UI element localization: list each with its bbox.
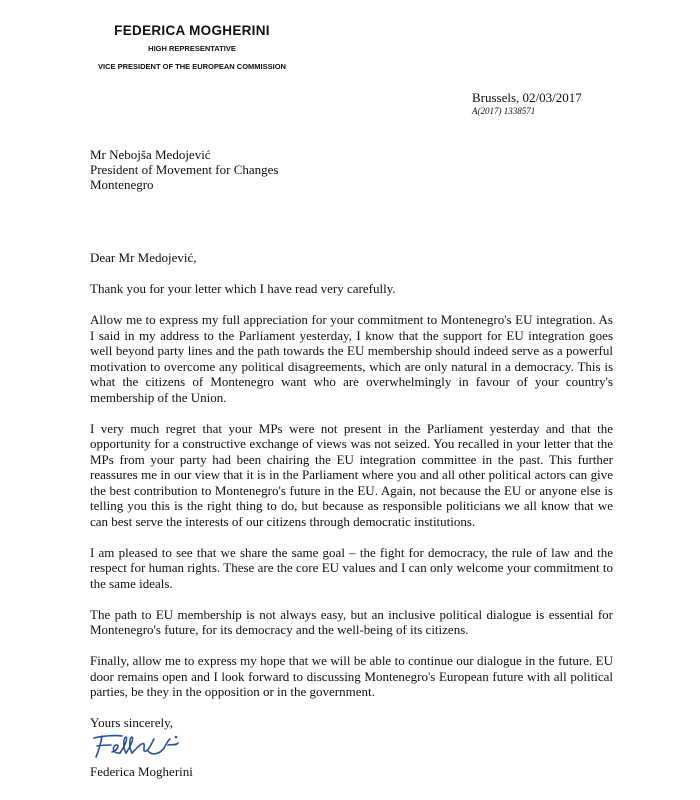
letter-body — [90, 250, 613, 746]
recipient-line1: Mr Nebojša Medojević — [90, 147, 211, 162]
recipient-line3: Montenegro — [90, 177, 154, 192]
closing: Yours sincerely, — [90, 715, 174, 730]
salutation: Dear Mr Medojević, — [90, 250, 197, 265]
recipient-line2: President of Movement for Changes — [90, 162, 279, 177]
paragraph-1: Thank you for your letter which I have read very carefully. — [90, 281, 396, 296]
sender-title-line1: HIGH REPRESENTATIVE — [148, 44, 236, 53]
letterhead — [92, 22, 292, 72]
paragraph-6: Finally, allow me to express my hope that we will be able to continue our dialogue in the future. EU door remains open and I look forward to discussing Montenegro's European future with all political parties, be they in the opposition or in the government. — [90, 653, 613, 699]
recipient-address — [90, 147, 278, 192]
paragraph-4: I am pleased to see that we share the same goal – the fight for democracy, the rule of law and the respect for human rights. These are the core EU values and I can only welcome your commitment to the same ideals. — [90, 544, 613, 591]
handwritten-signature — [88, 730, 228, 762]
paragraph-3: I very much regret that your MPs were not present in the Parliament yesterday and that the opportunity for a constructive exchange of views was not seized. You recalled in your letter that the MPs from your party had been chairing the EU integration committee in the past. This further reassures me in our view that it is in the Parliament where you and all other political actors can give the best contribution to Montenegro's future in the EU. Again, not because the EU or anyone else is telling you this is the right thing to do, but because as responsible politicians we all know that we can best serve the interests of our citizens through democratic institutions. — [90, 420, 613, 529]
place-date: Brussels, 02/03/2017 — [472, 90, 582, 105]
signer-name: Federica Mogherini — [90, 764, 193, 779]
reference-number: A(2017) 1338571 — [472, 106, 536, 116]
sender-title-line2: VICE PRESIDENT OF THE EUROPEAN COMMISSION — [98, 62, 286, 71]
paragraph-2: Allow me to express my full appreciation for your commitment to Montenegro's EU integration. As I said in my address to the Parliament yesterday, I know that the support for EU integration goes well beyond party lines and the path towards the EU membership should indeed serve as a powerful motivation to overcome any political disagreements, which are only natural in a democracy. This is what the citizens of Montenegro want who are overwhelmingly in favour of your country's membership of the Union. — [90, 312, 613, 405]
sender-name: FEDERICA MOGHERINI — [114, 23, 270, 38]
paragraph-5: The path to EU membership is not always easy, but an inclusive political dialogue is essential for Montenegro's future, for its democracy and the well-being of its citizens. — [90, 606, 613, 637]
